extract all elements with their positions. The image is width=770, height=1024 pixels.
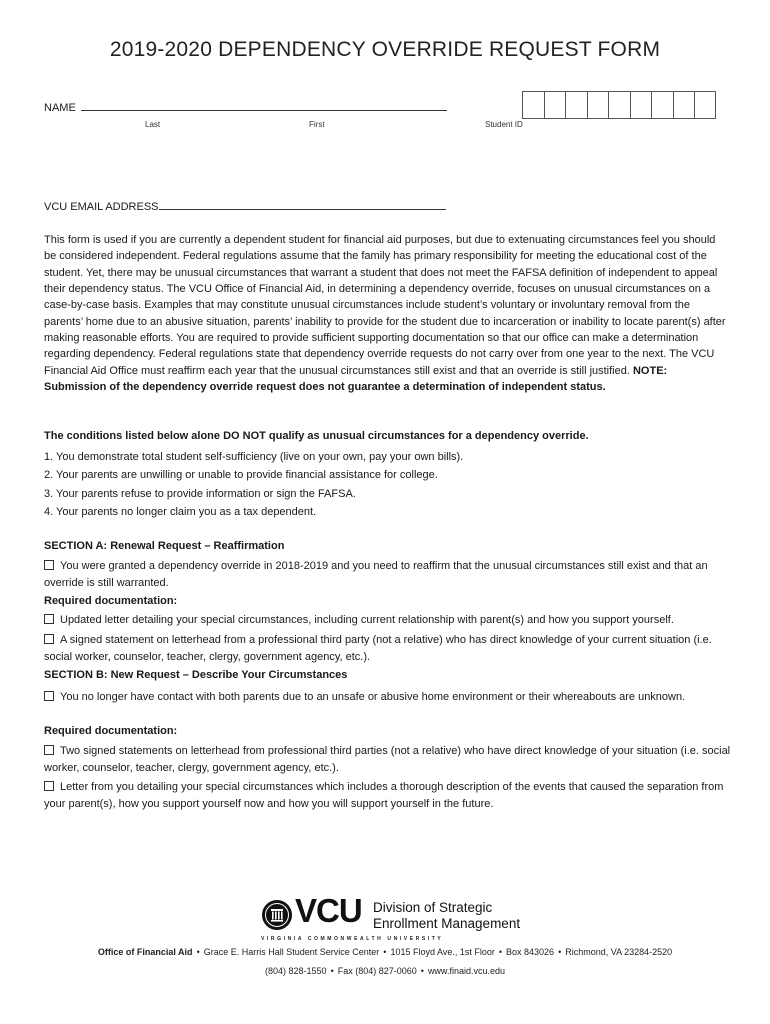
name-label: NAME — [44, 102, 76, 114]
first-name-label: First — [309, 120, 325, 129]
student-id-label: Student ID — [485, 120, 523, 129]
intro-text: This form is used if you are currently a dependent student for financial aid purposes, but due to extenuating circumstances feel you should be considered independent. Federal regulations assume that the family has primary responsibility for meeting the educational cost of the student. Yet, there may be unusual circumstances that warrant a student that does not meet the FAFSA definition of independent to appeal their dependency status. The VCU Office of Financial Aid, in determining a dependency override, focuses on unusual circumstances on a case-by-case basis. Examples that may constitute unusual circumstances include student’s voluntary or involuntary removal from the parents’ home due to an abusive situation, parents’ inability to provide for the student due to incarceration or inability to locate parent(s) after making reasonable efforts. You are required to provide sufficient supporting documentation so that our office can make a determination regarding dependency. Federal regulations state that dependency override requests do not carry over from one year to the next. The VCU Financial Aid Office must reaffirm each year that the unusual circumstances still exist and that an override is still justified. — [44, 234, 726, 377]
email-input-line[interactable] — [159, 199, 446, 210]
footer-website: www.finaid.vcu.edu — [427, 966, 505, 976]
section-a-item1-text: You were granted a dependency override in 2018-2019 and you need to reaffirm that the unusual circumstances still exist and that an override is still warranted. — [44, 560, 708, 589]
last-name-label: Last — [145, 120, 161, 129]
section-b-doc1 — [44, 743, 734, 777]
section-b-required-label: Required documentation: — [44, 725, 178, 737]
student-id-digit-box[interactable] — [544, 91, 566, 119]
conditions-heading: The conditions listed below alone DO NOT qualify as unusual circumstances for a dependency override. — [44, 430, 589, 442]
section-b-item1-checkbox[interactable] — [44, 691, 54, 701]
student-id-digit-box[interactable] — [565, 91, 587, 119]
condition-item: 3. Your parents refuse to provide information or sign the FAFSA. — [44, 487, 356, 500]
university-name: VIRGINIA COMMONWEALTH UNIVERSITY — [261, 936, 444, 942]
student-id-digit-box[interactable] — [630, 91, 652, 119]
footer-address-part: Box 843026 — [506, 947, 555, 957]
conditions-list — [44, 448, 463, 521]
footer-address-part: Richmond, VA 23284-2520 — [565, 947, 673, 957]
section-b-doc2-text: Letter from you detailing your special circumstances which includes a thorough description of the events that caused the separation from your parent(s), how you support yourself now and how you will support yourself in the future. — [44, 781, 724, 810]
section-a-heading: SECTION A: Renewal Request – Reaffirmation — [44, 540, 285, 552]
section-a-doc1 — [44, 612, 734, 629]
footer-contact: (804) 828-1550 • Fax (804) 827-0060 • www.finaid.vcu.edu — [265, 966, 505, 976]
name-field-row — [44, 100, 447, 114]
footer-office: Office of Financial Aid — [97, 947, 193, 957]
condition-item: 4. Your parents no longer claim you as a tax dependent. — [44, 505, 317, 518]
section-b-doc2 — [44, 779, 734, 813]
student-id-digit-box[interactable] — [608, 91, 630, 119]
vcu-wordmark: VCU — [295, 892, 362, 929]
division-line1: Division of Strategic — [373, 900, 493, 915]
condition-item: 1. You demonstrate total student self-sufficiency (live on your own, pay your own bills). — [44, 451, 464, 463]
section-b-doc1-checkbox[interactable] — [44, 745, 54, 755]
intro-paragraph — [44, 232, 728, 395]
section-a-doc1-text: Updated letter detailing your special circumstances, including current relationship with parent(s) and how you support yourself. — [60, 614, 674, 626]
student-id-boxes — [522, 91, 716, 119]
student-id-digit-box[interactable] — [673, 91, 695, 119]
name-input-line[interactable] — [81, 100, 447, 111]
form-title: 2019-2020 DEPENDENCY OVERRIDE REQUEST FORM — [109, 38, 661, 61]
footer-address-part: 1015 Floyd Ave., 1st Floor — [390, 947, 495, 957]
section-a-required-label: Required documentation: — [44, 595, 178, 607]
student-id-digit-box[interactable] — [522, 91, 544, 119]
section-a-item1 — [44, 558, 734, 592]
footer-fax: Fax (804) 827-0060 — [337, 966, 417, 976]
section-a-item1-checkbox[interactable] — [44, 560, 54, 570]
intro-note: NOTE: Submission of the dependency override request does not guarantee a determination of independent status. — [44, 364, 668, 394]
student-id-digit-box[interactable] — [587, 91, 609, 119]
section-a-doc2-checkbox[interactable] — [44, 634, 54, 644]
section-b-heading: SECTION B: New Request – Describe Your Circumstances — [44, 669, 348, 681]
student-id-digit-box[interactable] — [651, 91, 673, 119]
section-a-doc1-checkbox[interactable] — [44, 614, 54, 624]
email-field-row — [44, 199, 446, 213]
vcu-seal-icon — [261, 899, 293, 931]
student-id-digit-box[interactable] — [694, 91, 716, 119]
footer-phone: (804) 828-1550 — [265, 966, 327, 976]
section-b-doc2-checkbox[interactable] — [44, 781, 54, 791]
footer-address: Office of Financial Aid • Grace E. Harris Hall Student Service Center • 1015 Floyd Ave., 1st Floor • Box 843026 • Richmond, VA 23284-2520 — [97, 947, 673, 957]
email-label: VCU EMAIL ADDRESS — [44, 201, 159, 213]
section-b-item1 — [44, 689, 734, 706]
section-b-item1-text: You no longer have contact with both parents due to an unsafe or abusive home environment or their whereabouts are unknown. — [60, 691, 686, 703]
section-a-doc2 — [44, 632, 734, 666]
section-b-doc1-text: Two signed statements on letterhead from professional third parties (not a relative) who have direct knowledge of your situation (i.e. social worker, counselor, teacher, clergy, government agency, etc.). — [44, 745, 731, 774]
footer-address-part: Grace E. Harris Hall Student Service Center — [203, 947, 380, 957]
condition-item: 2. Your parents are unwilling or unable to provide financial assistance for college. — [44, 469, 438, 482]
division-line2: Enrollment Management — [373, 916, 521, 931]
section-a-doc2-text: A signed statement on letterhead from a professional third party (not a relative) who has direct knowledge of your current situation (i.e. social worker, counselor, teacher, clergy, government agency, etc.). — [44, 634, 712, 663]
vcu-logo — [261, 892, 521, 946]
